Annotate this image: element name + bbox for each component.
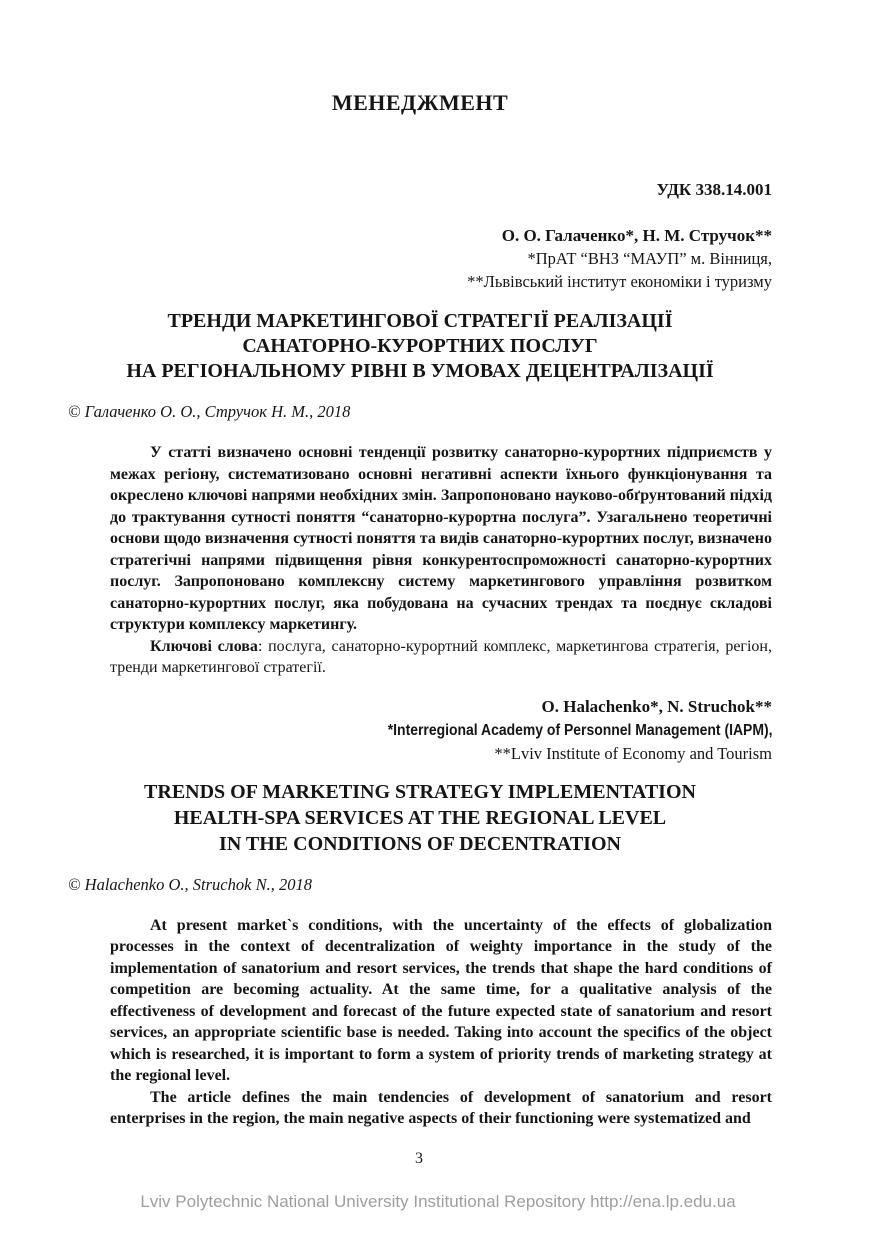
authors-en-names: O. Halachenko*, N. Struchok** <box>541 696 772 716</box>
authors-en-affiliation-2: **Lviv Institute of Economy and Tourism <box>494 743 772 763</box>
article-title-ua <box>68 309 772 384</box>
authors-en-affiliation-1 <box>68 718 772 742</box>
keywords-ua-text: : послуга, санаторно-курортний комплекс, маркетингова стратегія, регіон, тренди маркетингової стратегії. <box>110 637 772 676</box>
copyright-line-ua: © Галаченко О. О., Стручок Н. М., 2018 <box>68 402 351 421</box>
abstract-block-en <box>110 915 772 1130</box>
authors-ua-affiliation-1: *ПрАТ “ВНЗ “МАУП” м. Вінниця, <box>527 249 772 268</box>
authors-ua-affiliation-2: **Львівський інститут економіки і туризму <box>467 272 772 291</box>
authors-en-affiliation-1-text: *Interregional Academy of Personnel Management (IAPM), <box>387 721 772 739</box>
copyright-line-en: © Halachenko O., Struchok N., 2018 <box>68 874 312 894</box>
abstract-block-ua <box>110 442 772 679</box>
keywords-ua <box>110 636 772 679</box>
authors-block-en <box>68 695 772 765</box>
article-title-en-line-2: HEALTH-SPA SERVICES AT THE REGIONAL LEVEL <box>173 806 667 829</box>
repository-footer: Lviv Polytechnic National University Institutional Repository http://ena.lp.edu.ua <box>140 1192 736 1211</box>
article-title-en <box>68 779 772 857</box>
abstract-ua-text: У статті визначено основні тенденції розвитку санаторно-курортних підприємств у межах регіону, систематизовано основні негативні аспекти їхнього функціонування та окреслено ключові напрями необхідних змін. Запропоновано науково-обґрунтований підхід до трактування сутності поняття “санаторно-курортна послуга”. Узагальнено теоретичні основи щодо визначення сутності поняття та видів санаторно-курортних послуг, визначено стратегічні напрями підвищення рівня конкурентоспроможності санаторно-курортних послуг. Запропоновано комплексну систему маркетингового управління розвитком санаторно-курортних послуг, яка побудована на сучасних трендах та поєднує складові структури комплексу маркетингу. <box>110 444 772 633</box>
article-title-en-line-3: IN THE CONDITIONS OF DECENTRATION <box>219 832 621 855</box>
article-title-ua-line-1: ТРЕНДИ МАРКЕТИНГОВОЇ СТРАТЕГІЇ РЕАЛІЗАЦІЇ <box>167 310 673 332</box>
journal-section-heading: МЕНЕДЖМЕНТ <box>331 90 509 115</box>
article-title-ua-line-2: САНАТОРНО-КУРОРТНИХ ПОСЛУГ <box>242 335 598 357</box>
keywords-ua-label: Ключові слова <box>150 637 258 655</box>
udc-code: УДК 338.14.001 <box>656 180 772 199</box>
article-title-ua-line-3: НА РЕГІОНАЛЬНОМУ РІВНІ В УМОВАХ ДЕЦЕНТРАЛІЗАЦІЇ <box>126 360 714 382</box>
article-title-en-line-1: TRENDS OF MARKETING STRATEGY IMPLEMENTATION <box>144 780 696 803</box>
abstract-en-paragraph-1: At present market`s conditions, with the uncertainty of the effects of globalization processes in the context of decentralization of weighty importance in the study of the implementation of sanatorium and resort services, the trends that shape the hard conditions of competition are becoming actuality. At the same time, for a qualitative analysis of the effectiveness of development and forecast of the future expected state of sanatorium and resort services, an appropriate scientific base is needed. Taking into account the specifics of the object which is researched, it is important to form a system of priority trends of marketing strategy at the regional level. <box>110 916 772 1084</box>
authors-ua-names: О. О. Галаченко*, Н. М. Стручок** <box>501 226 772 245</box>
abstract-en-paragraph-2: The article defines the main tendencies of development of sanatorium and resort enterprises in the region, the main negative aspects of their functioning were systematized and <box>110 1088 772 1127</box>
page-number: 3 <box>415 1150 423 1167</box>
authors-block-ua <box>68 224 772 293</box>
